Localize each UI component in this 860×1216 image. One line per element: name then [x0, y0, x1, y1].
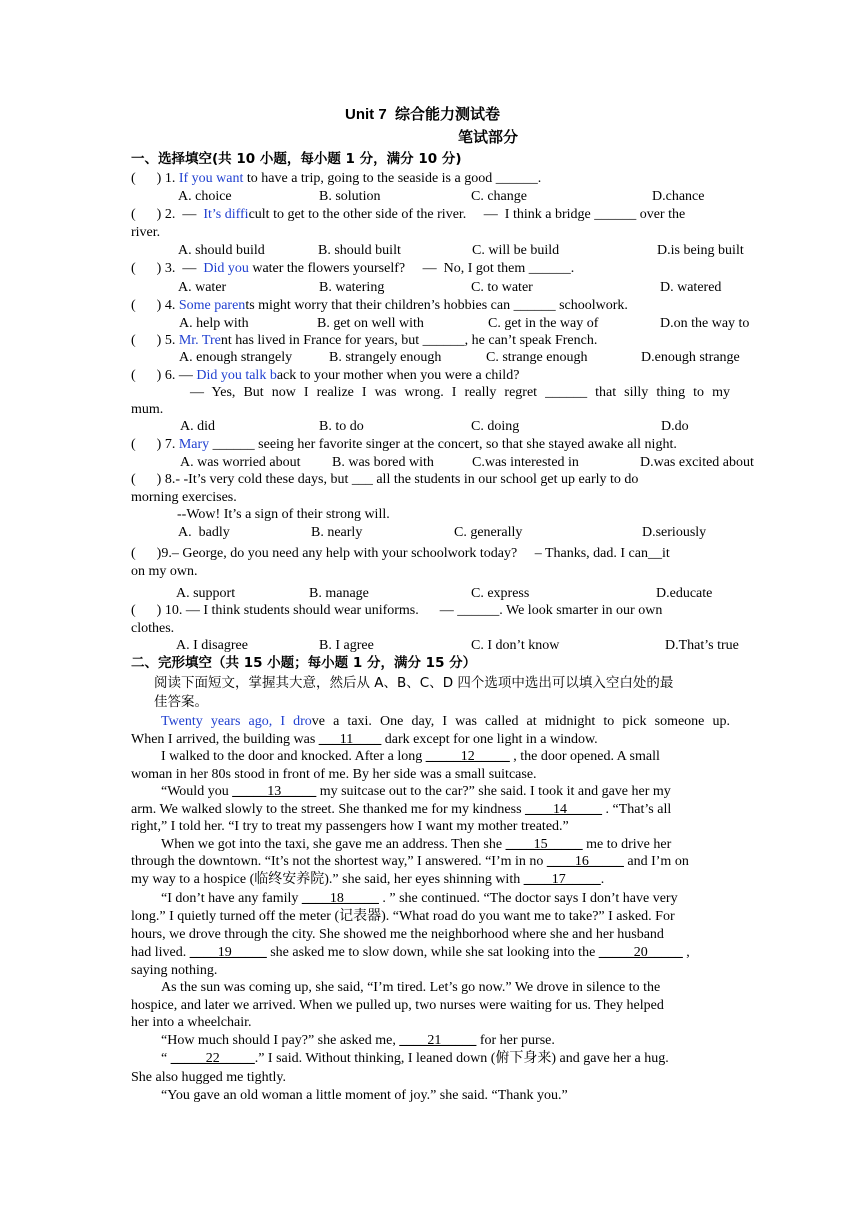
passage-line: saying nothing. [131, 963, 218, 978]
passage-text: When we got into the taxi, she gave me an address. Then she [161, 837, 506, 852]
option-d: D.is being built [657, 243, 744, 258]
option-c: C.was interested in [472, 455, 579, 470]
question-number: 3. [164, 261, 176, 276]
question-continuation: clothes. [131, 621, 175, 636]
blank-20: _____20_____ [598, 945, 683, 960]
passage-line: hours, we drove through the city. She showed me the neighborhood where she and her husband [131, 927, 664, 942]
highlight-text: Mary [178, 437, 210, 452]
question-continuation: morning exercises. [131, 490, 237, 505]
passage-line [131, 944, 690, 961]
blank-16: ____16_____ [546, 854, 624, 869]
passage-text: “I don’t have any family [161, 891, 302, 906]
question-text: to have a trip, going to the seaside is a good ______. [246, 171, 542, 186]
passage-text: I walked to the door and knocked. After a long [161, 749, 426, 764]
option-c: C. will be build [472, 243, 560, 258]
option-c: C. get in the way of [488, 316, 599, 331]
passage-text: my way to a hospice (临终安养院).” she said, her eyes shinning with [131, 872, 524, 887]
passage-text: . ” she continued. “The doctor says I don’t have very [378, 891, 678, 906]
passage-line: long.” I quietly turned off the meter (记表器). “What road do you want me to take?” I asked. For [131, 909, 675, 924]
passage-text: .” I said. Without thinking, I leaned down (俯下身来) and gave her a hug. [254, 1051, 669, 1066]
dash: — [178, 368, 193, 383]
option-a: A. help with [179, 316, 249, 331]
question-number: 10. [164, 603, 183, 618]
option-d: D.on the way to [660, 316, 750, 331]
passage-text: “Would you [161, 784, 233, 799]
option-a: A. enough strangely [179, 350, 293, 365]
question-4 [131, 297, 628, 314]
option-d: D.chance [652, 189, 705, 204]
question-number: 8. [164, 472, 176, 487]
passage-text: arm. We walked slowly to the street. She thanked me for my kindness [131, 802, 526, 817]
passage-text: . “That’s all [602, 802, 672, 817]
passage-text: for her purse. [476, 1033, 555, 1048]
highlight-text: It’s diffi [203, 207, 249, 222]
highlight-text: Twenty years ago, I dro [161, 714, 312, 729]
question-text: ______ seeing her favorite singer at the concert, so that she stayed awake all night. [212, 437, 677, 452]
option-c: C. I don’t know [471, 638, 560, 653]
option-a: A. choice [178, 189, 232, 204]
page-title: Unit 7 综合能力测试卷 [345, 106, 501, 123]
highlight-text: If you want [178, 171, 244, 186]
highlight-text: Mr. Tre [178, 333, 221, 348]
option-d: D.seriously [642, 525, 707, 540]
section-1-heading: 一、选择填空(共 10 小题，每小题 1 分，满分 10 分) [131, 151, 462, 167]
passage-text: ve a taxi. One day, I was called at midnight to pick someone up. [311, 714, 730, 729]
option-b: B. should built [318, 243, 401, 258]
question-number: 4. [164, 298, 176, 313]
option-d: D. watered [660, 280, 722, 295]
passage-text: dark except for one light in a window. [381, 732, 598, 747]
option-a: A. I disagree [176, 638, 248, 653]
passage-text: my suitcase out to the car?” she said. I took it and gave her my [316, 784, 671, 799]
question-line-2: — Yes, But now I realize I was wrong. I really regret ______ that silly thing to my [190, 385, 730, 400]
passage-line: right,” I told her. “I try to treat my passengers how I want my mother treated.” [131, 819, 569, 834]
question-number: 1. [164, 171, 176, 186]
question-number: 9. [161, 546, 172, 561]
passage-text: . [600, 872, 605, 887]
dash: — [182, 207, 197, 222]
question-text: ack to your mother when you were a child? [276, 368, 520, 383]
option-d: D.was excited about [640, 455, 754, 470]
blank-11: ___11____ [318, 732, 382, 747]
passage-line: hospice, and later we arrived. When we pulled up, two nurses were waiting for us. They helped [131, 998, 664, 1013]
option-c: C. generally [454, 525, 523, 540]
passage-text: “ [161, 1051, 171, 1066]
blank-13: _____13_____ [232, 784, 317, 799]
option-b: B. to do [319, 419, 364, 434]
question-continuation: mum. [131, 402, 164, 417]
option-b: B. get on well with [317, 316, 424, 331]
highlight-text: Did you talk b [196, 368, 277, 383]
option-c: C. strange enough [486, 350, 588, 365]
blank-17: ____17_____ [523, 872, 601, 887]
dash: — [182, 261, 197, 276]
highlight-text: Some paren [178, 298, 246, 313]
instruction-line-2: 佳答案。 [154, 694, 208, 710]
question-9 [131, 545, 670, 562]
blank-18: ____18_____ [301, 891, 379, 906]
passage-text: had lived. [131, 945, 190, 960]
instruction-line-1: 阅读下面短文，掌握其大意，然后从 A、B、C、D 四个选项中选出可以填入空白处的最 [154, 675, 674, 691]
answer-paren: ( ) [131, 437, 162, 452]
passage-text: through the downtown. “It’s not the shortest way,” I answered. “I’m in no [131, 854, 547, 869]
passage-text: , [682, 945, 690, 960]
passage-line [131, 871, 604, 888]
question-text: – George, do you need any help with your schoolwork today? – Thanks, dad. I can__it [171, 546, 670, 561]
passage-text: me to drive her [582, 837, 672, 852]
passage-line [161, 713, 730, 730]
option-b: B. strangely enough [329, 350, 442, 365]
option-b: B. manage [309, 586, 369, 601]
blank-15: ____15_____ [505, 837, 583, 852]
question-text: nt has lived in France for years, but ______, he can’t speak French. [220, 333, 598, 348]
question-10 [131, 602, 662, 619]
question-text: water the flowers yourself? — No, I got them ______. [252, 261, 575, 276]
option-d: D.enough strange [641, 350, 740, 365]
answer-paren: ( ) [131, 472, 162, 487]
answer-paren: ( ) [131, 261, 162, 276]
option-d: D.educate [656, 586, 713, 601]
option-a: A. should build [178, 243, 265, 258]
option-b: B. solution [319, 189, 381, 204]
option-a: A. did [180, 419, 215, 434]
question-text: ts might worry that their children’s hobbies can ______ schoolwork. [245, 298, 628, 313]
passage-line [161, 748, 730, 765]
option-a: A. was worried about [180, 455, 301, 470]
question-text: - -It’s very cold these days, but ___ all the students in our school get up early to do [175, 472, 639, 487]
question-text: cult to get to the other side of the river. — I think a bridge ______ over the [248, 207, 686, 222]
option-a: A. support [176, 586, 236, 601]
option-a: A. badly [178, 525, 230, 540]
passage-line: As the sun was coming up, she said, “I’m tired. Let’s go now.” We drove in silence to the [161, 980, 661, 995]
question-1 [131, 170, 541, 187]
question-line-2: --Wow! It’s a sign of their strong will. [177, 507, 390, 522]
option-c: C. express [471, 586, 530, 601]
answer-paren: ( ) [131, 368, 162, 383]
question-continuation: on my own. [131, 564, 198, 579]
question-number: 2. [164, 207, 176, 222]
passage-text: “How much should I pay?” she asked me, [161, 1033, 400, 1048]
passage-line: She also hugged me tightly. [131, 1070, 287, 1085]
question-2 [131, 206, 685, 223]
passage-line [131, 801, 671, 818]
passage-line: her into a wheelchair. [131, 1015, 252, 1030]
passage-line [161, 836, 671, 853]
passage-line: woman in her 80s stood in front of me. By her side was a small suitcase. [131, 767, 537, 782]
passage-text: , the door opened. A small [509, 749, 660, 764]
question-number: 6. [164, 368, 176, 383]
question-3 [131, 260, 574, 277]
passage-line [161, 1032, 555, 1049]
passage-text: she asked me to slow down, while she sat looking into the [266, 945, 599, 960]
question-7 [131, 436, 677, 453]
option-d: D.That’s true [665, 638, 739, 653]
passage-line [131, 853, 689, 870]
passage-line: “You gave an old woman a little moment of joy.” she said. “Thank you.” [161, 1088, 568, 1103]
option-d: D.do [661, 419, 689, 434]
blank-12: _____12_____ [425, 749, 510, 764]
passage-line [131, 731, 598, 748]
blank-21: ____21_____ [399, 1033, 477, 1048]
answer-paren: ( ) [131, 603, 162, 618]
question-8 [131, 471, 638, 488]
passage-line [161, 783, 671, 800]
question-6 [131, 367, 519, 384]
answer-paren: ( ) [131, 171, 162, 186]
page-subtitle: 笔试部分 [458, 129, 519, 146]
answer-paren: ( ) [131, 298, 162, 313]
blank-19: ____19_____ [189, 945, 267, 960]
answer-paren: ( ) [131, 207, 162, 222]
option-b: B. I agree [319, 638, 374, 653]
section-2-heading: 二、完形填空（共 15 小题；每小题 1 分，满分 15 分） [131, 655, 477, 671]
option-c: C. doing [471, 419, 520, 434]
blank-14: ____14_____ [525, 802, 603, 817]
option-c: C. change [471, 189, 527, 204]
option-c: C. to water [471, 280, 533, 295]
highlight-text: Did you [203, 261, 249, 276]
option-a: A. water [178, 280, 227, 295]
passage-text: and I’m on [623, 854, 689, 869]
passage-line [161, 890, 678, 907]
option-b: B. was bored with [332, 455, 434, 470]
option-b: B. watering [319, 280, 385, 295]
answer-paren: ( ) [131, 333, 162, 348]
passage-line [161, 1050, 669, 1067]
answer-paren: ( ) [131, 546, 162, 561]
question-5 [131, 332, 597, 349]
question-text: — I think students should wear uniforms. — ______. We look smarter in our own [185, 603, 663, 618]
question-continuation: river. [131, 225, 161, 240]
blank-22: _____22_____ [170, 1051, 255, 1066]
question-number: 5. [164, 333, 176, 348]
option-b: B. nearly [311, 525, 363, 540]
passage-text: When I arrived, the building was [131, 732, 319, 747]
question-number: 7. [164, 437, 176, 452]
